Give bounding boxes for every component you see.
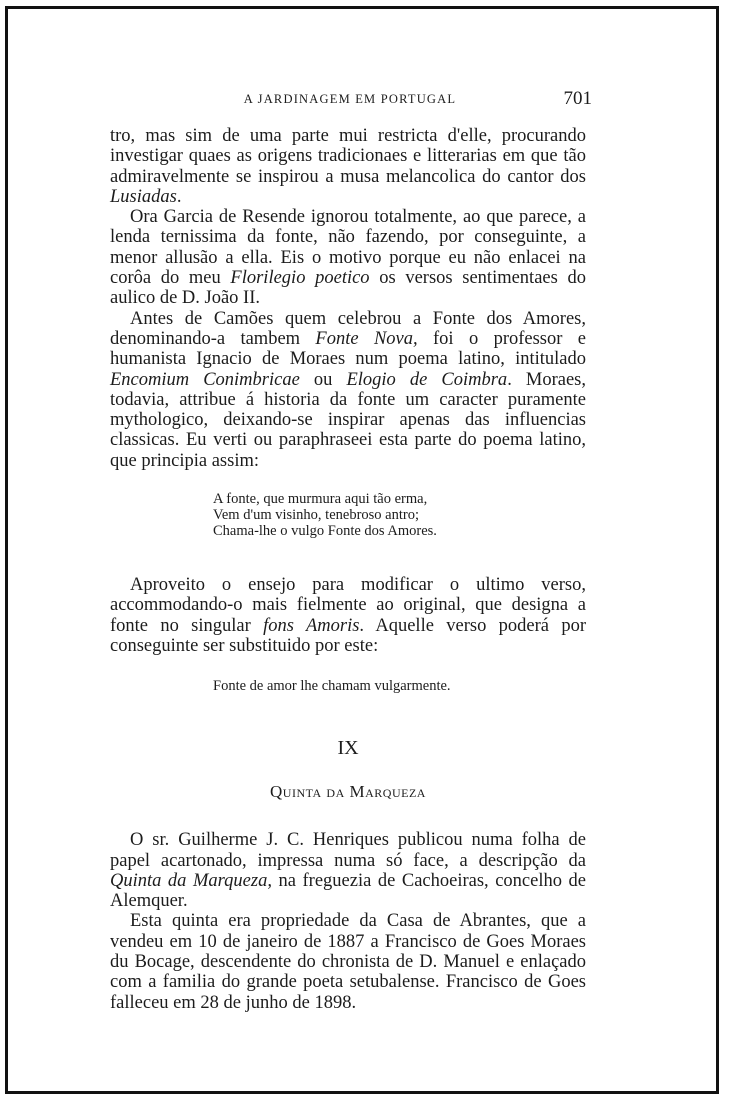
text-run: . Moraes, todavia, attribue á historia da fonte um caracter puramente mythologico, deixando-se inspirar apenas das influencias classicas. Eu verti ou paraphraseei esta parte do poema latino, que principia assim:: [110, 369, 586, 471]
text-run: na freguezia de Cachoeiras, concelho de Alemquer.: [110, 870, 586, 912]
replacement-verse: Fonte de amor lhe chamam vulgarmente.: [213, 678, 451, 695]
running-title: A JARDINAGEM EM PORTUGAL: [243, 92, 457, 106]
italic-text: fons Amoris: [263, 615, 360, 636]
text-run: ou: [299, 369, 347, 390]
paragraph-6: [110, 911, 586, 1012]
text-run: . Aquelle verso poderá por conseguinte ser substituido por este:: [110, 615, 586, 656]
verse-line: Chama-lhe o vulgo Fonte dos Amores.: [213, 523, 437, 540]
page-number: 701: [563, 88, 592, 109]
italic-text: Quinta da Marqueza,: [110, 870, 272, 891]
italic-text: Encomium Conimbricae: [110, 369, 300, 390]
text-run: os versos sentimentaes do aulico de D. João II.: [110, 268, 586, 309]
text-run: tro, mas sim de uma parte mui restricta d'elle, procurando investigar quaes as origens tradicionaes e litterarias em que tão admiravelmente se inspirou a musa melancolica do cantor dos: [110, 126, 586, 187]
italic-text: Fonte Nova,: [315, 328, 418, 349]
verse-line: A fonte, que murmura aqui tão erma,: [213, 491, 428, 508]
italic-text: Florilegio poetico: [230, 268, 370, 289]
section-number: IX: [337, 737, 359, 760]
page-body: [110, 126, 586, 1013]
paragraph-2: [110, 207, 586, 308]
text-run: .: [176, 186, 182, 207]
italic-text: Elogio de Coimbra: [346, 369, 508, 390]
text-run: foi o professor e humanista Ignacio de Moraes num poema latino, intitulado: [110, 328, 587, 370]
paragraph-1: [110, 126, 586, 207]
text-run: Ora Garcia de Resende ignorou totalmente, ao que parece, a lenda ternissima da fonte, não fazendo, por conseguinte, a menor allusão a ella. Eis o motivo porque eu não enlacei na corôa do meu: [110, 207, 586, 289]
text-run: O sr. Guilherme J. C. Henriques publicou numa folha de papel acartonado, impressa numa só face, a descripção da: [110, 830, 586, 871]
italic-text: Lusiadas: [110, 186, 177, 207]
section-title: Quinta da Marqueza: [270, 782, 426, 802]
paragraph-3: [110, 309, 586, 471]
text-run: Aproveito o ensejo para modificar o ultimo verso, accommodando-o mais fielmente ao original, que designa a fonte no singular: [110, 575, 586, 636]
text-run: Antes de Camões quem celebrou a Fonte dos Amores, denominando-a tambem: [110, 308, 586, 349]
verse-quote: [213, 491, 586, 539]
text-run: Esta quinta era propriedade da Casa de Abrantes, que a vendeu em 10 de janeiro de 1887 a Francisco de Goes Moraes du Bocage, descendente do chronista de D. Manuel e enlaçado com a familia do grande poeta setubalense. Francisco de Goes falleceu em 28 de junho de 1898.: [110, 911, 586, 1013]
paragraph-5: [110, 830, 586, 911]
paragraph-4: [110, 575, 586, 656]
page-header: [110, 88, 590, 112]
verse-line: Vem d'um visinho, tenebroso antro;: [213, 507, 419, 524]
